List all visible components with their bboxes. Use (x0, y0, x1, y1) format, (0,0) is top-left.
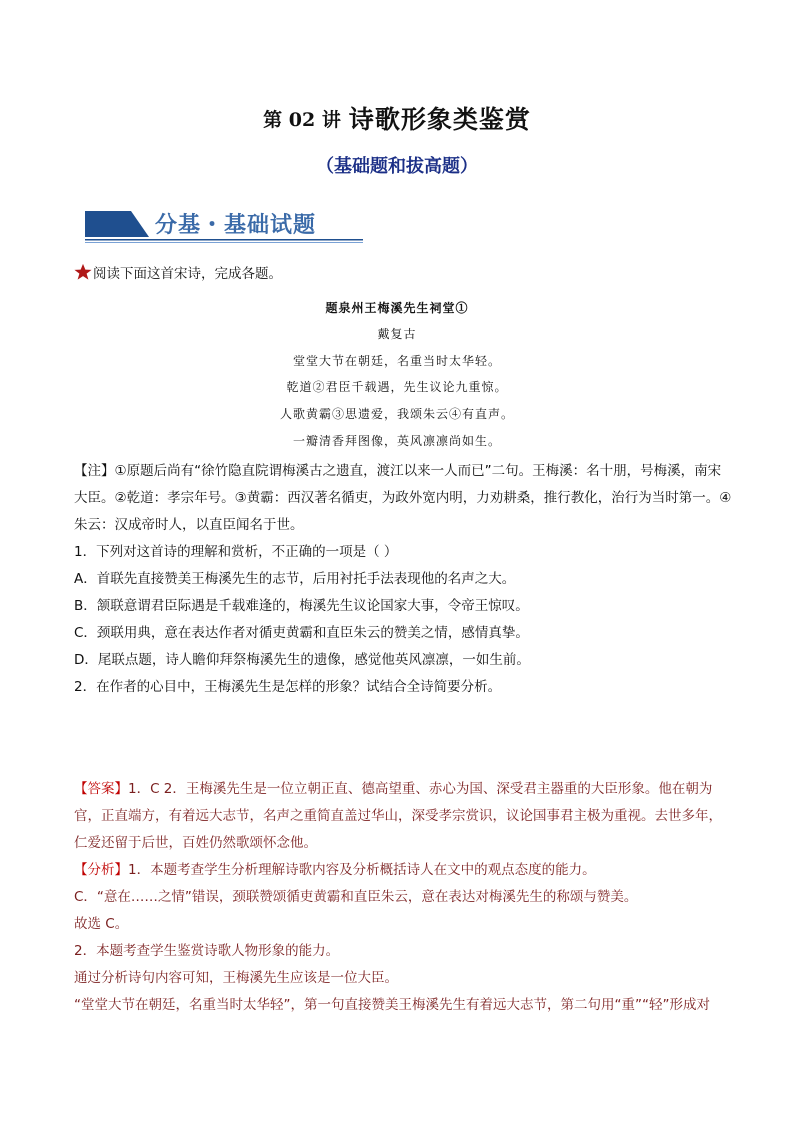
answer-text: 1．C 2．王梅溪先生是一位立朝正直、德高望重、赤心为国、深受君主器重的大臣形象。他在朝为官，正直端方，有着远大志节，名声之重简直盖过华山，深受孝宗赏识，议论国事君主极为重视。去世多年，仁爱还留于后世，百姓仍然歌颂怀念他。 (74, 781, 722, 851)
analysis-tag: 【分析】 (74, 862, 128, 878)
intro-text: 阅读下面这首宋诗，完成各题。 (93, 266, 282, 282)
section-banner (85, 207, 365, 245)
option-d: D．尾联点题，诗人瞻仰拜祭梅溪先生的遗像，感觉他英风凛凛，一如生前。 (74, 652, 530, 668)
intro-line (74, 261, 734, 291)
analysis-line: “堂堂大节在朝廷，名重当时太华轻”，第一句直接赞美王梅溪先生有着远大志节，第二句用“重”“轻”形成对 (74, 997, 710, 1013)
poem-line: 人歌黄霸③思遗爱，我颂朱云④有直声。 (279, 407, 514, 421)
page-subtitle: （基础题和拔高题） (316, 156, 478, 177)
question-1: 1．下列对这首诗的理解和赏析，不正确的一项是（ ） (74, 544, 398, 560)
option-b: B．颔联意谓君臣际遇是千载难逢的，梅溪先生议论国家大事，令帝王惊叹。 (74, 598, 529, 614)
question-2: 2．在作者的心目中，王梅溪先生是怎样的形象？试结合全诗简要分析。 (74, 679, 502, 695)
note-paragraph (74, 458, 734, 539)
poem-line: 乾道②君臣千载遇，先生议论九重惊。 (286, 380, 508, 394)
poem-title: 题泉州王梅溪先生祠堂① (325, 301, 469, 315)
analysis-line: 2．本题考查学生鉴赏诗歌人物形象的能力。 (74, 943, 340, 959)
analysis-line: 故选 C。 (74, 916, 129, 932)
analysis-line: 通过分析诗句内容可知，王梅溪先生应该是一位大臣。 (74, 970, 398, 986)
answer-paragraph (74, 776, 734, 857)
lecture-number: 第 02 讲 (263, 109, 341, 131)
analysis-line: 【分析】1．本题考查学生分析理解诗歌内容及分析概括诗人在文中的观点态度的能力。 (74, 862, 596, 878)
poem-line: 一瓣清香拜图像，英风凛凛尚如生。 (292, 434, 501, 448)
star-icon (74, 263, 92, 291)
answer-tag: 【答案】 (74, 781, 128, 797)
option-c: C．颈联用典，意在表达作者对循吏黄霸和直臣朱云的赞美之情，感情真挚。 (74, 625, 529, 641)
poem-line: 堂堂大节在朝廷，名重当时太华轻。 (292, 354, 501, 368)
lecture-title: 诗歌形象类鉴赏 (348, 105, 531, 134)
note-tag: 【注】 (74, 463, 115, 479)
answer-block (74, 776, 734, 1019)
note-text: ①原题后尚有“徐竹隐直院谓梅溪古之遗直，渡江以来一人而已”二句。王梅溪：名十朋，号梅溪，南宋大臣。②乾道：孝宗年号。③黄霸：西汉著名循吏，为政外宽内明，力劝耕桑，推行教化，治行为当时第一。④朱云：汉成帝时人，以直臣闻名于世。 (74, 463, 732, 533)
poem-author: 戴复古 (377, 327, 417, 341)
analysis-line: C．“意在……之情”错误，颈联赞颂循吏黄霸和直臣朱云，意在表达对梅溪先生的称颂与赞美。 (74, 889, 638, 905)
option-a: A．首联先直接赞美王梅溪先生的志节，后用衬托手法表现他的名声之大。 (74, 571, 516, 587)
section-banner-label: 分基・基础试题 (155, 212, 317, 238)
page-title (0, 100, 794, 136)
